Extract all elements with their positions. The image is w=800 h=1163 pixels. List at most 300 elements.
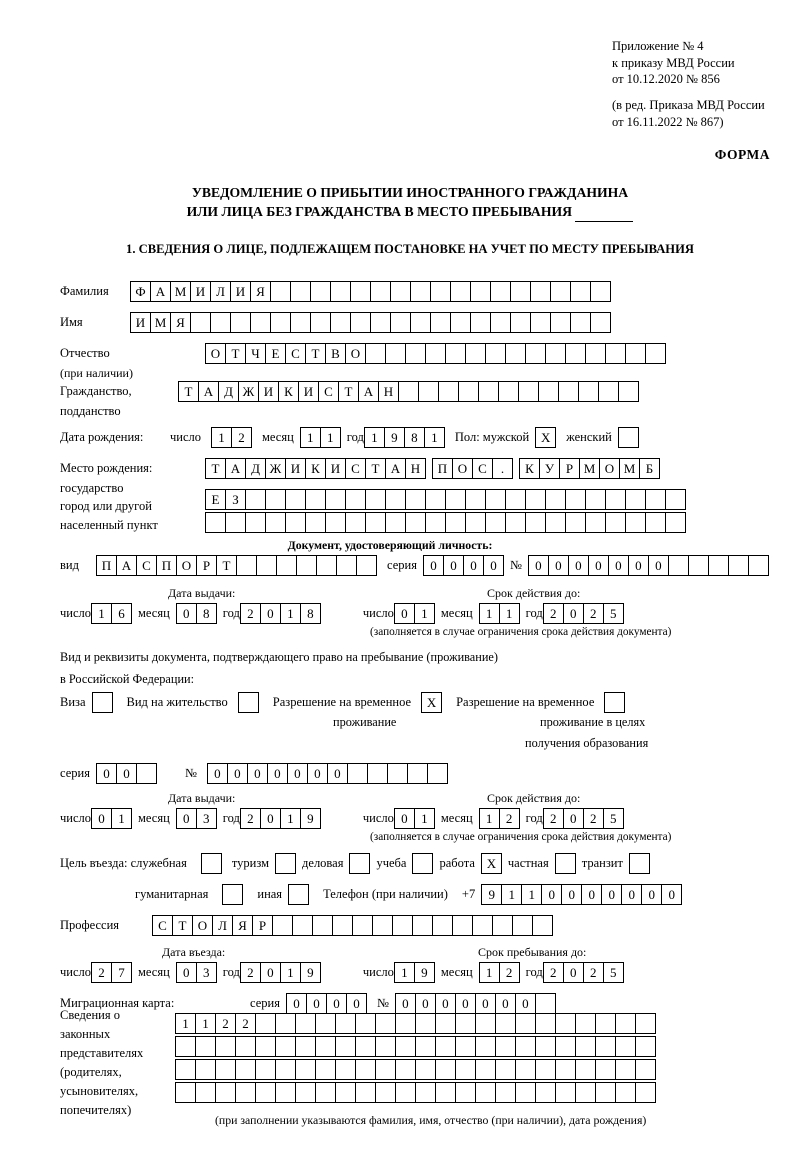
char-cell[interactable]: О bbox=[452, 458, 473, 479]
char-cell[interactable] bbox=[335, 1082, 356, 1103]
char-cell[interactable] bbox=[175, 1082, 196, 1103]
purpose-humanitarian-checkbox[interactable] bbox=[222, 884, 243, 905]
char-cell[interactable]: 8 bbox=[300, 603, 321, 624]
char-cell[interactable] bbox=[618, 381, 639, 402]
char-cell[interactable] bbox=[525, 343, 546, 364]
legal-rep-input-3[interactable] bbox=[175, 1059, 656, 1080]
char-cell[interactable]: 0 bbox=[327, 763, 348, 784]
char-cell[interactable]: 0 bbox=[641, 884, 662, 905]
char-cell[interactable]: 0 bbox=[661, 884, 682, 905]
char-cell[interactable] bbox=[578, 381, 599, 402]
char-cell[interactable] bbox=[558, 381, 579, 402]
char-cell[interactable]: 0 bbox=[463, 555, 484, 576]
char-cell[interactable]: 0 bbox=[96, 763, 117, 784]
char-cell[interactable]: И bbox=[325, 458, 346, 479]
char-cell[interactable]: 0 bbox=[563, 962, 584, 983]
char-cell[interactable] bbox=[455, 1036, 476, 1057]
char-cell[interactable]: 1 bbox=[195, 1013, 216, 1034]
char-cell[interactable]: К bbox=[278, 381, 299, 402]
char-cell[interactable] bbox=[645, 512, 666, 533]
char-cell[interactable] bbox=[625, 489, 646, 510]
char-cell[interactable] bbox=[535, 1036, 556, 1057]
char-cell[interactable] bbox=[295, 1013, 316, 1034]
char-cell[interactable] bbox=[575, 1013, 596, 1034]
char-cell[interactable]: 3 bbox=[196, 962, 217, 983]
char-cell[interactable] bbox=[470, 312, 491, 333]
purpose-business-checkbox[interactable] bbox=[349, 853, 370, 874]
char-cell[interactable] bbox=[575, 1082, 596, 1103]
char-cell[interactable] bbox=[295, 1082, 316, 1103]
legal-rep-input-1[interactable] bbox=[175, 1013, 656, 1034]
char-cell[interactable] bbox=[335, 1059, 356, 1080]
char-cell[interactable]: 2 bbox=[240, 962, 261, 983]
char-cell[interactable] bbox=[275, 1013, 296, 1034]
char-cell[interactable] bbox=[355, 1059, 376, 1080]
char-cell[interactable] bbox=[290, 312, 311, 333]
char-cell[interactable] bbox=[512, 915, 533, 936]
char-cell[interactable]: 1 bbox=[521, 884, 542, 905]
char-cell[interactable] bbox=[405, 512, 426, 533]
char-cell[interactable]: О bbox=[205, 343, 226, 364]
char-cell[interactable]: 2 bbox=[240, 603, 261, 624]
char-cell[interactable]: 2 bbox=[235, 1013, 256, 1034]
char-cell[interactable]: 1 bbox=[424, 427, 445, 448]
permit-valid-month-input[interactable] bbox=[479, 808, 520, 829]
char-cell[interactable] bbox=[605, 343, 626, 364]
char-cell[interactable] bbox=[355, 1036, 376, 1057]
char-cell[interactable] bbox=[475, 1059, 496, 1080]
char-cell[interactable]: 0 bbox=[561, 884, 582, 905]
char-cell[interactable] bbox=[470, 281, 491, 302]
purpose-official-checkbox[interactable] bbox=[201, 853, 222, 874]
char-cell[interactable] bbox=[412, 915, 433, 936]
permit-issue-year-input[interactable] bbox=[240, 808, 321, 829]
char-cell[interactable] bbox=[495, 1059, 516, 1080]
char-cell[interactable]: 1 bbox=[479, 808, 500, 829]
char-cell[interactable] bbox=[490, 281, 511, 302]
char-cell[interactable]: Ч bbox=[245, 343, 266, 364]
char-cell[interactable] bbox=[635, 1059, 656, 1080]
birth-month-input[interactable] bbox=[300, 427, 341, 448]
char-cell[interactable] bbox=[395, 1082, 416, 1103]
char-cell[interactable]: 0 bbox=[346, 993, 367, 1014]
char-cell[interactable] bbox=[585, 512, 606, 533]
char-cell[interactable]: 1 bbox=[364, 427, 385, 448]
char-cell[interactable] bbox=[305, 489, 326, 510]
char-cell[interactable]: Т bbox=[172, 915, 193, 936]
char-cell[interactable]: 2 bbox=[231, 427, 252, 448]
char-cell[interactable] bbox=[525, 489, 546, 510]
char-cell[interactable] bbox=[495, 1036, 516, 1057]
char-cell[interactable]: Т bbox=[216, 555, 237, 576]
char-cell[interactable] bbox=[465, 489, 486, 510]
char-cell[interactable]: 1 bbox=[414, 603, 435, 624]
char-cell[interactable]: С bbox=[345, 458, 366, 479]
identity-issue-month-input[interactable] bbox=[176, 603, 217, 624]
char-cell[interactable] bbox=[235, 1036, 256, 1057]
char-cell[interactable] bbox=[355, 1082, 376, 1103]
char-cell[interactable]: К bbox=[305, 458, 326, 479]
char-cell[interactable]: 0 bbox=[267, 763, 288, 784]
char-cell[interactable] bbox=[365, 343, 386, 364]
char-cell[interactable]: 1 bbox=[280, 603, 301, 624]
char-cell[interactable]: 1 bbox=[320, 427, 341, 448]
char-cell[interactable] bbox=[367, 763, 388, 784]
char-cell[interactable]: 7 bbox=[111, 962, 132, 983]
char-cell[interactable] bbox=[405, 489, 426, 510]
char-cell[interactable]: Д bbox=[218, 381, 239, 402]
char-cell[interactable]: 2 bbox=[240, 808, 261, 829]
char-cell[interactable]: В bbox=[325, 343, 346, 364]
char-cell[interactable] bbox=[625, 343, 646, 364]
char-cell[interactable] bbox=[525, 512, 546, 533]
char-cell[interactable] bbox=[407, 763, 428, 784]
char-cell[interactable]: 9 bbox=[300, 808, 321, 829]
char-cell[interactable]: 0 bbox=[628, 555, 649, 576]
char-cell[interactable]: Т bbox=[178, 381, 199, 402]
char-cell[interactable]: Я bbox=[170, 312, 191, 333]
char-cell[interactable]: А bbox=[198, 381, 219, 402]
char-cell[interactable]: 1 bbox=[280, 808, 301, 829]
char-cell[interactable] bbox=[335, 1013, 356, 1034]
char-cell[interactable] bbox=[575, 1059, 596, 1080]
char-cell[interactable]: 1 bbox=[211, 427, 232, 448]
char-cell[interactable] bbox=[595, 1036, 616, 1057]
char-cell[interactable] bbox=[347, 763, 368, 784]
char-cell[interactable]: 0 bbox=[528, 555, 549, 576]
permit-valid-year-input[interactable] bbox=[543, 808, 624, 829]
char-cell[interactable]: И bbox=[298, 381, 319, 402]
char-cell[interactable] bbox=[275, 1059, 296, 1080]
char-cell[interactable]: И bbox=[285, 458, 306, 479]
char-cell[interactable] bbox=[395, 1036, 416, 1057]
char-cell[interactable] bbox=[485, 489, 506, 510]
char-cell[interactable] bbox=[625, 512, 646, 533]
char-cell[interactable] bbox=[665, 512, 686, 533]
char-cell[interactable] bbox=[535, 1059, 556, 1080]
char-cell[interactable] bbox=[332, 915, 353, 936]
char-cell[interactable] bbox=[425, 489, 446, 510]
char-cell[interactable] bbox=[435, 1059, 456, 1080]
char-cell[interactable] bbox=[455, 1013, 476, 1034]
char-cell[interactable] bbox=[385, 512, 406, 533]
char-cell[interactable] bbox=[585, 489, 606, 510]
sex-female-checkbox[interactable] bbox=[618, 427, 639, 448]
char-cell[interactable]: С bbox=[285, 343, 306, 364]
char-cell[interactable]: 0 bbox=[286, 993, 307, 1014]
char-cell[interactable] bbox=[365, 489, 386, 510]
char-cell[interactable] bbox=[310, 312, 331, 333]
char-cell[interactable] bbox=[550, 281, 571, 302]
char-cell[interactable] bbox=[325, 489, 346, 510]
char-cell[interactable] bbox=[405, 343, 426, 364]
temp-residence-checkbox[interactable]: X bbox=[421, 692, 442, 713]
char-cell[interactable] bbox=[195, 1059, 216, 1080]
char-cell[interactable]: 8 bbox=[404, 427, 425, 448]
char-cell[interactable] bbox=[210, 312, 231, 333]
char-cell[interactable]: Т bbox=[338, 381, 359, 402]
char-cell[interactable] bbox=[387, 763, 408, 784]
char-cell[interactable] bbox=[350, 312, 371, 333]
char-cell[interactable] bbox=[255, 1059, 276, 1080]
char-cell[interactable] bbox=[665, 489, 686, 510]
char-cell[interactable] bbox=[538, 381, 559, 402]
char-cell[interactable] bbox=[375, 1059, 396, 1080]
char-cell[interactable] bbox=[330, 281, 351, 302]
char-cell[interactable] bbox=[245, 512, 266, 533]
char-cell[interactable] bbox=[430, 312, 451, 333]
char-cell[interactable] bbox=[515, 1013, 536, 1034]
char-cell[interactable]: 0 bbox=[307, 763, 328, 784]
char-cell[interactable] bbox=[292, 915, 313, 936]
char-cell[interactable] bbox=[535, 1013, 556, 1034]
char-cell[interactable]: А bbox=[358, 381, 379, 402]
char-cell[interactable]: 0 bbox=[260, 603, 281, 624]
permit-issue-month-input[interactable] bbox=[176, 808, 217, 829]
char-cell[interactable] bbox=[255, 1036, 276, 1057]
char-cell[interactable] bbox=[555, 1059, 576, 1080]
char-cell[interactable]: 0 bbox=[455, 993, 476, 1014]
char-cell[interactable] bbox=[550, 312, 571, 333]
char-cell[interactable]: 0 bbox=[91, 808, 112, 829]
char-cell[interactable]: 0 bbox=[306, 993, 327, 1014]
migration-card-series-input[interactable] bbox=[286, 993, 367, 1014]
char-cell[interactable] bbox=[438, 381, 459, 402]
residence-permit-checkbox[interactable] bbox=[238, 692, 259, 713]
char-cell[interactable] bbox=[250, 312, 271, 333]
identity-doc-number-input[interactable] bbox=[528, 555, 769, 576]
char-cell[interactable]: А bbox=[225, 458, 246, 479]
char-cell[interactable] bbox=[445, 489, 466, 510]
char-cell[interactable] bbox=[545, 512, 566, 533]
char-cell[interactable] bbox=[315, 1013, 336, 1034]
char-cell[interactable]: О bbox=[176, 555, 197, 576]
purpose-other-checkbox[interactable] bbox=[288, 884, 309, 905]
char-cell[interactable] bbox=[430, 281, 451, 302]
char-cell[interactable]: 9 bbox=[414, 962, 435, 983]
birth-year-input[interactable] bbox=[364, 427, 445, 448]
char-cell[interactable] bbox=[296, 555, 317, 576]
char-cell[interactable] bbox=[455, 1082, 476, 1103]
char-cell[interactable] bbox=[175, 1059, 196, 1080]
char-cell[interactable]: С bbox=[472, 458, 493, 479]
char-cell[interactable] bbox=[336, 555, 357, 576]
edu-residence-checkbox[interactable] bbox=[604, 692, 625, 713]
char-cell[interactable] bbox=[230, 312, 251, 333]
migration-card-number-input[interactable] bbox=[395, 993, 556, 1014]
char-cell[interactable] bbox=[370, 312, 391, 333]
char-cell[interactable]: 3 bbox=[196, 808, 217, 829]
char-cell[interactable] bbox=[392, 915, 413, 936]
char-cell[interactable]: 0 bbox=[176, 962, 197, 983]
char-cell[interactable]: Б bbox=[639, 458, 660, 479]
char-cell[interactable] bbox=[492, 915, 513, 936]
char-cell[interactable] bbox=[615, 1013, 636, 1034]
char-cell[interactable] bbox=[598, 381, 619, 402]
permit-issue-day-input[interactable] bbox=[91, 808, 132, 829]
identity-valid-month-input[interactable] bbox=[479, 603, 520, 624]
char-cell[interactable] bbox=[285, 512, 306, 533]
char-cell[interactable] bbox=[635, 1036, 656, 1057]
char-cell[interactable]: П bbox=[432, 458, 453, 479]
char-cell[interactable]: 0 bbox=[621, 884, 642, 905]
char-cell[interactable]: С bbox=[136, 555, 157, 576]
char-cell[interactable] bbox=[195, 1036, 216, 1057]
char-cell[interactable] bbox=[605, 489, 626, 510]
char-cell[interactable]: 2 bbox=[583, 808, 604, 829]
char-cell[interactable]: 1 bbox=[479, 603, 500, 624]
char-cell[interactable] bbox=[276, 555, 297, 576]
legal-rep-input-4[interactable] bbox=[175, 1082, 656, 1103]
char-cell[interactable] bbox=[530, 281, 551, 302]
char-cell[interactable] bbox=[615, 1082, 636, 1103]
char-cell[interactable]: Е bbox=[205, 489, 226, 510]
purpose-transit-checkbox[interactable] bbox=[629, 853, 650, 874]
char-cell[interactable] bbox=[355, 1013, 376, 1034]
char-cell[interactable] bbox=[505, 489, 526, 510]
char-cell[interactable] bbox=[490, 312, 511, 333]
char-cell[interactable] bbox=[475, 1013, 496, 1034]
char-cell[interactable]: М bbox=[170, 281, 191, 302]
char-cell[interactable] bbox=[570, 281, 591, 302]
char-cell[interactable] bbox=[390, 312, 411, 333]
char-cell[interactable] bbox=[458, 381, 479, 402]
char-cell[interactable]: Т bbox=[305, 343, 326, 364]
char-cell[interactable]: 0 bbox=[116, 763, 137, 784]
char-cell[interactable] bbox=[356, 555, 377, 576]
char-cell[interactable] bbox=[748, 555, 769, 576]
char-cell[interactable] bbox=[175, 1036, 196, 1057]
char-cell[interactable] bbox=[510, 312, 531, 333]
profession-input[interactable] bbox=[152, 915, 553, 936]
stay-month-input[interactable] bbox=[479, 962, 520, 983]
char-cell[interactable] bbox=[455, 1059, 476, 1080]
char-cell[interactable] bbox=[645, 489, 666, 510]
char-cell[interactable]: 0 bbox=[415, 993, 436, 1014]
char-cell[interactable] bbox=[615, 1059, 636, 1080]
char-cell[interactable]: 0 bbox=[443, 555, 464, 576]
char-cell[interactable] bbox=[215, 1036, 236, 1057]
identity-valid-year-input[interactable] bbox=[543, 603, 624, 624]
char-cell[interactable] bbox=[432, 915, 453, 936]
char-cell[interactable] bbox=[575, 1036, 596, 1057]
char-cell[interactable]: 2 bbox=[543, 603, 564, 624]
char-cell[interactable] bbox=[295, 1036, 316, 1057]
char-cell[interactable]: О bbox=[192, 915, 213, 936]
char-cell[interactable]: 0 bbox=[648, 555, 669, 576]
char-cell[interactable]: 2 bbox=[543, 962, 564, 983]
char-cell[interactable] bbox=[565, 512, 586, 533]
char-cell[interactable] bbox=[255, 1082, 276, 1103]
purpose-study-checkbox[interactable] bbox=[412, 853, 433, 874]
char-cell[interactable]: О bbox=[345, 343, 366, 364]
char-cell[interactable] bbox=[555, 1036, 576, 1057]
char-cell[interactable]: Т bbox=[225, 343, 246, 364]
char-cell[interactable]: Д bbox=[245, 458, 266, 479]
char-cell[interactable]: А bbox=[150, 281, 171, 302]
char-cell[interactable] bbox=[415, 1013, 436, 1034]
char-cell[interactable] bbox=[498, 381, 519, 402]
identity-doc-series-input[interactable] bbox=[423, 555, 504, 576]
permit-series-input[interactable] bbox=[96, 763, 157, 784]
char-cell[interactable] bbox=[256, 555, 277, 576]
char-cell[interactable] bbox=[605, 512, 626, 533]
char-cell[interactable]: Ф bbox=[130, 281, 151, 302]
char-cell[interactable] bbox=[555, 1013, 576, 1034]
char-cell[interactable]: 1 bbox=[414, 808, 435, 829]
char-cell[interactable] bbox=[375, 1036, 396, 1057]
char-cell[interactable]: 0 bbox=[394, 603, 415, 624]
char-cell[interactable]: Т bbox=[205, 458, 226, 479]
char-cell[interactable] bbox=[410, 281, 431, 302]
char-cell[interactable]: 0 bbox=[483, 555, 504, 576]
phone-input[interactable] bbox=[481, 884, 682, 905]
entry-day-input[interactable] bbox=[91, 962, 132, 983]
char-cell[interactable] bbox=[215, 1059, 236, 1080]
purpose-private-checkbox[interactable] bbox=[555, 853, 576, 874]
char-cell[interactable] bbox=[415, 1059, 436, 1080]
char-cell[interactable]: П bbox=[156, 555, 177, 576]
char-cell[interactable]: 0 bbox=[563, 603, 584, 624]
char-cell[interactable] bbox=[555, 1082, 576, 1103]
char-cell[interactable] bbox=[595, 1082, 616, 1103]
char-cell[interactable] bbox=[325, 512, 346, 533]
char-cell[interactable] bbox=[265, 512, 286, 533]
entry-month-input[interactable] bbox=[176, 962, 217, 983]
char-cell[interactable] bbox=[668, 555, 689, 576]
identity-doc-kind-input[interactable] bbox=[96, 555, 377, 576]
char-cell[interactable] bbox=[570, 312, 591, 333]
char-cell[interactable] bbox=[310, 281, 331, 302]
char-cell[interactable]: З bbox=[225, 489, 246, 510]
char-cell[interactable] bbox=[270, 281, 291, 302]
char-cell[interactable]: 2 bbox=[215, 1013, 236, 1034]
char-cell[interactable]: К bbox=[519, 458, 540, 479]
char-cell[interactable] bbox=[518, 381, 539, 402]
char-cell[interactable]: 1 bbox=[91, 603, 112, 624]
char-cell[interactable]: 0 bbox=[287, 763, 308, 784]
char-cell[interactable] bbox=[215, 1082, 236, 1103]
char-cell[interactable] bbox=[418, 381, 439, 402]
char-cell[interactable]: Л bbox=[212, 915, 233, 936]
visa-checkbox[interactable] bbox=[92, 692, 113, 713]
char-cell[interactable] bbox=[370, 281, 391, 302]
char-cell[interactable]: 1 bbox=[394, 962, 415, 983]
char-cell[interactable]: 0 bbox=[475, 993, 496, 1014]
birthplace-input-3[interactable] bbox=[205, 512, 686, 533]
char-cell[interactable]: 0 bbox=[247, 763, 268, 784]
char-cell[interactable]: 0 bbox=[568, 555, 589, 576]
char-cell[interactable] bbox=[595, 1013, 616, 1034]
char-cell[interactable] bbox=[545, 343, 566, 364]
char-cell[interactable] bbox=[530, 312, 551, 333]
char-cell[interactable] bbox=[515, 1036, 536, 1057]
char-cell[interactable]: 1 bbox=[280, 962, 301, 983]
permit-number-input[interactable] bbox=[207, 763, 448, 784]
char-cell[interactable]: И bbox=[230, 281, 251, 302]
char-cell[interactable] bbox=[495, 1013, 516, 1034]
char-cell[interactable] bbox=[345, 512, 366, 533]
char-cell[interactable] bbox=[472, 915, 493, 936]
purpose-tourism-checkbox[interactable] bbox=[275, 853, 296, 874]
char-cell[interactable]: 2 bbox=[499, 808, 520, 829]
char-cell[interactable]: 0 bbox=[581, 884, 602, 905]
char-cell[interactable]: У bbox=[539, 458, 560, 479]
char-cell[interactable] bbox=[385, 343, 406, 364]
char-cell[interactable]: Л bbox=[210, 281, 231, 302]
char-cell[interactable] bbox=[595, 1059, 616, 1080]
char-cell[interactable] bbox=[136, 763, 157, 784]
